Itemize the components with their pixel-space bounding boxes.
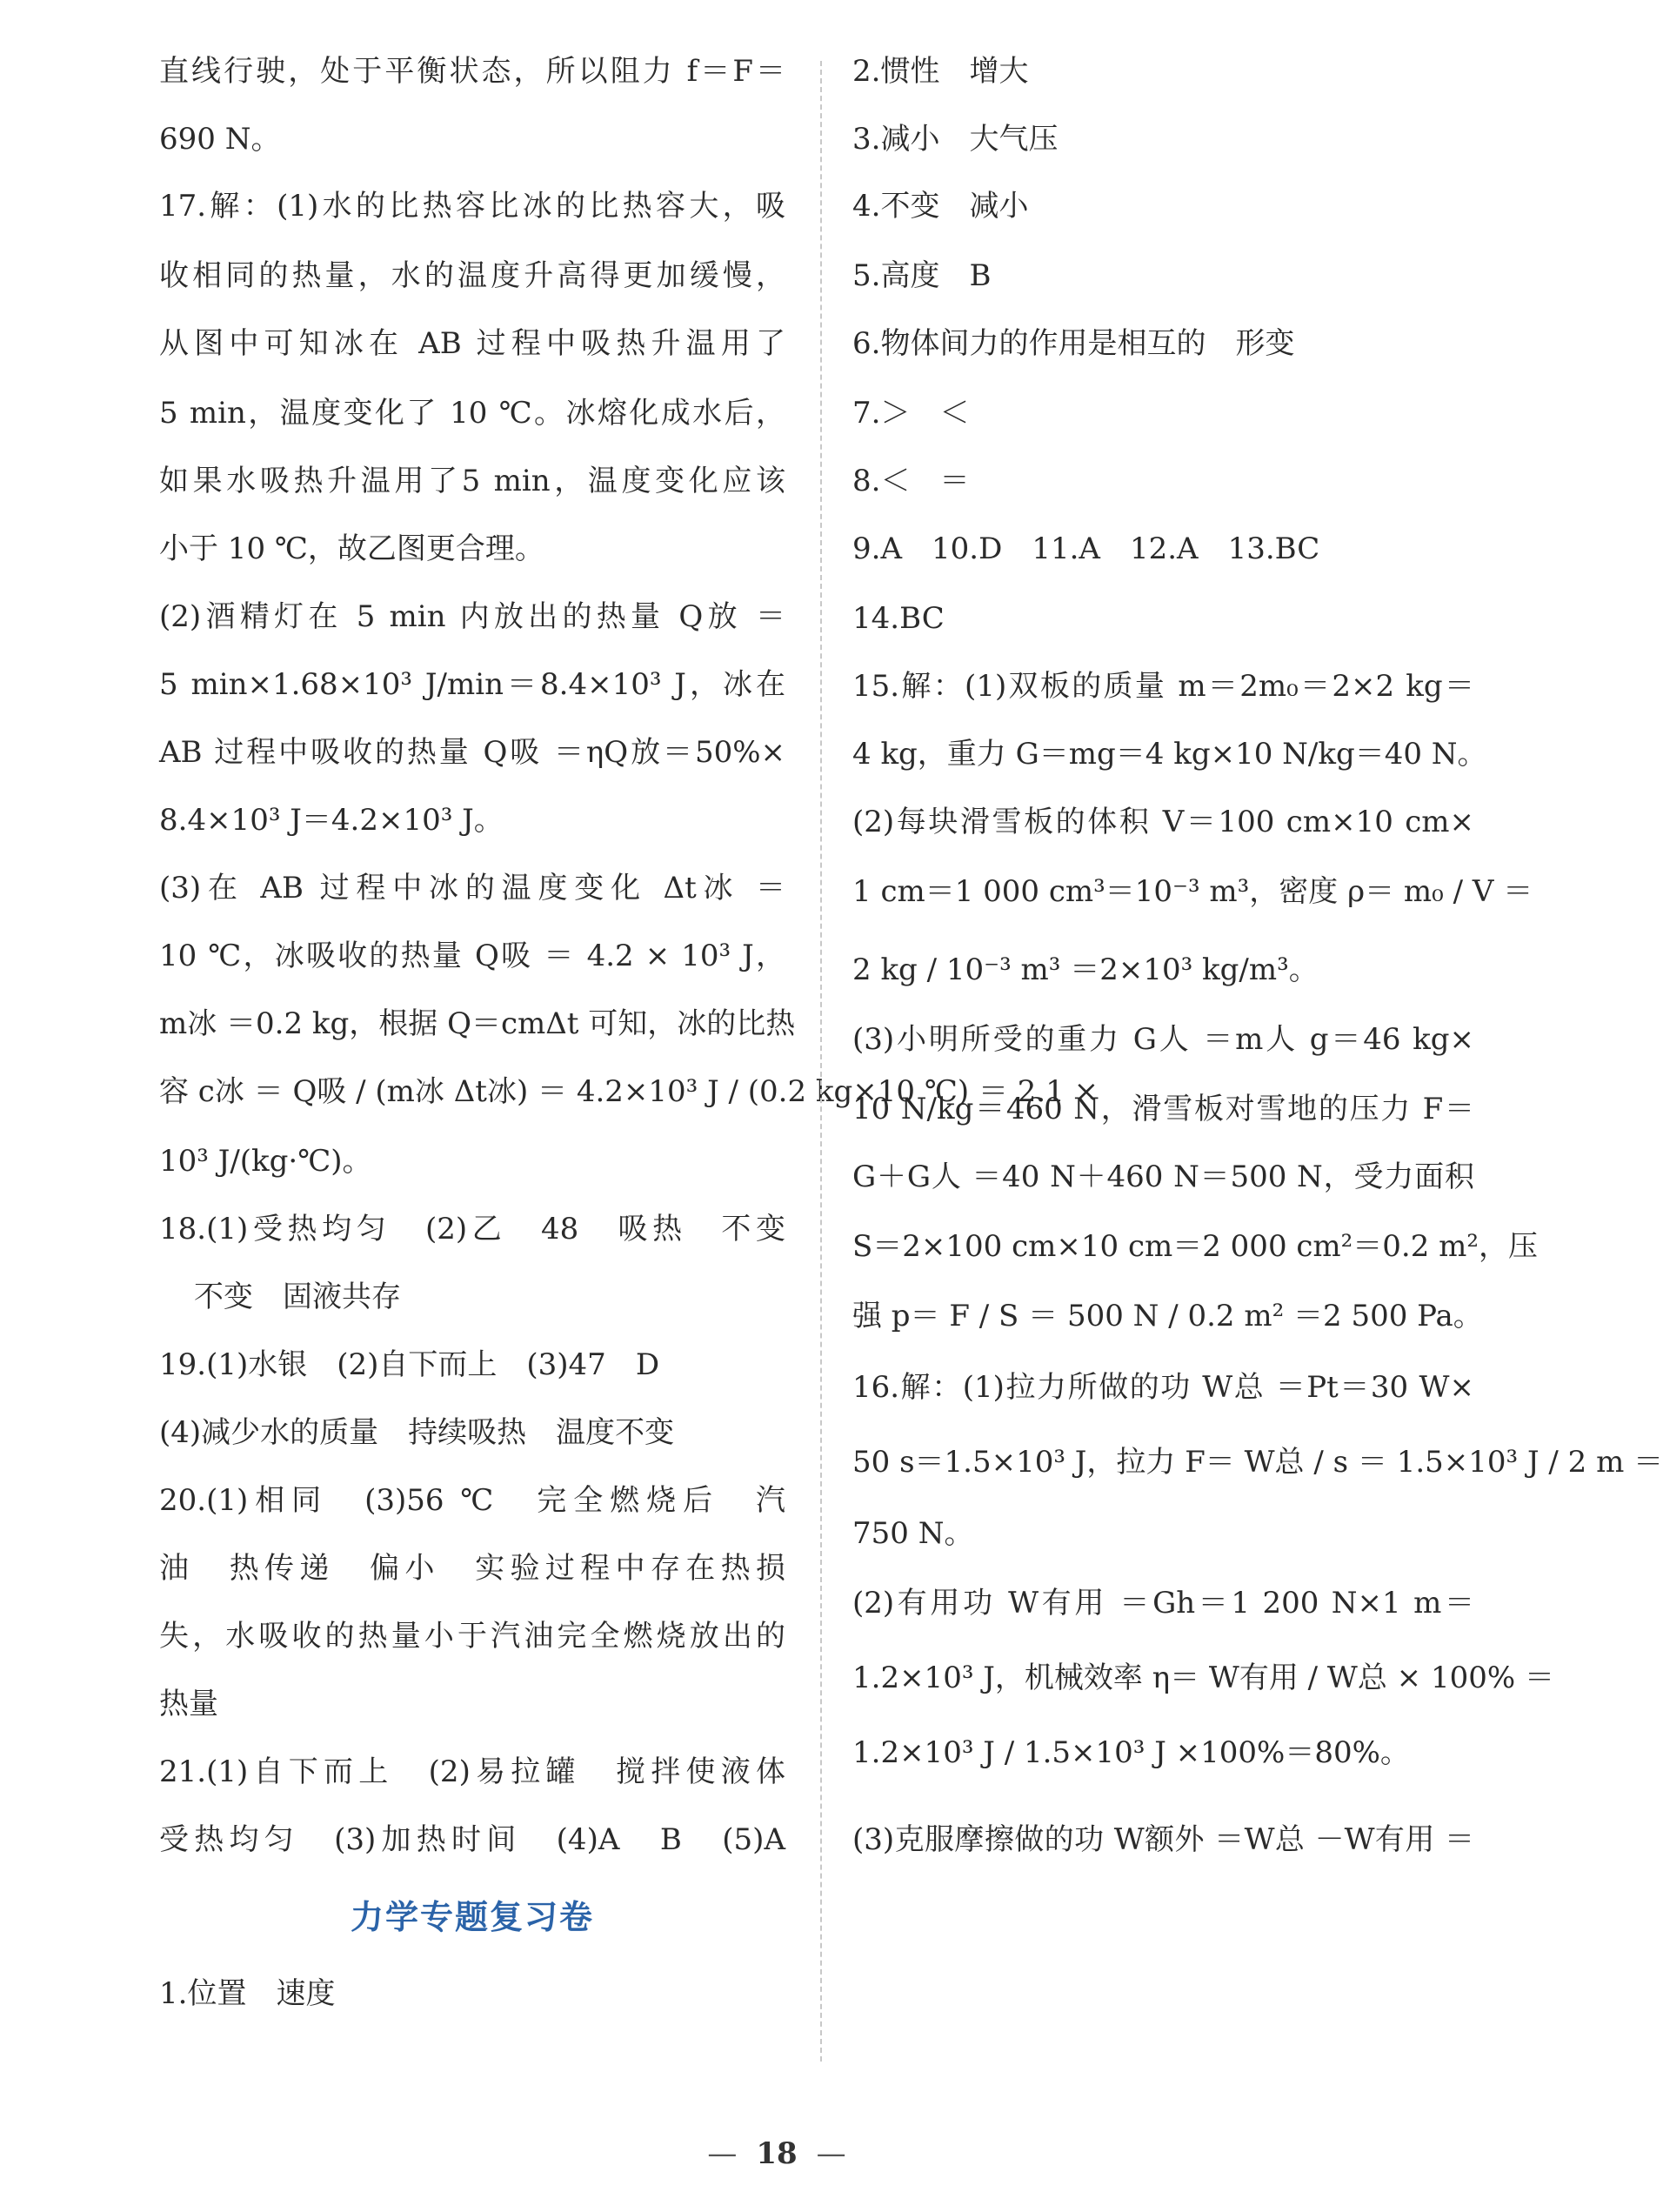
answer-line: 1.2×10³ J / 1.5×10³ J ×100%＝80%。 (852, 1735, 1410, 1770)
answer-line: 8.4×10³ J＝4.2×10³ J。 (159, 803, 504, 838)
answer-line: 19.(1)水银 (2)自下而上 (3)47 D (159, 1347, 660, 1382)
answer-line: 直线行驶，处于平衡状态，所以阻力 f＝F＝ (159, 54, 785, 89)
answer-line: 如果水吸热升温用了5 min，温度变化应该 (159, 464, 785, 498)
answer-line: 热量 (159, 1687, 218, 1721)
answer-line: 50 s＝1.5×10³ J，拉力 F＝ W总 / s ＝ 1.5×10³ J / 2 m ＝ (852, 1445, 1663, 1480)
page-footer: — 18 — (707, 2136, 846, 2171)
answer-line: 6.物体间力的作用是相互的 形变 (852, 326, 1295, 361)
answer-line: 690 N。 (159, 122, 281, 157)
answer-line: AB 过程中吸收的热量 Q吸 ＝ηQ放＝50%× (159, 735, 785, 770)
answer-line: 1.位置 速度 (159, 1976, 336, 2011)
answer-line: 4.不变 减小 (852, 189, 1029, 224)
answer-line: (2)酒精灯在 5 min 内放出的热量 Q放 ＝ (159, 599, 785, 634)
answer-line: 14.BC (852, 601, 945, 636)
answer-line: 15.解：(1)双板的质量 m＝2m₀＝2×2 kg＝ (852, 669, 1474, 704)
answer-line: 18.(1)受热均匀 (2)乙 48 吸热 不变 (159, 1212, 785, 1246)
section-title: 力学专题复习卷 (350, 1898, 594, 1936)
answer-line: 不变 固液共存 (194, 1280, 401, 1314)
answer-line: (4)减少水的质量 持续吸热 温度不变 (159, 1415, 675, 1450)
answer-line: 20.(1)相同 (3)56 ℃ 完全燃烧后 汽 (159, 1483, 785, 1518)
answer-line: 21.(1)自下而上 (2)易拉罐 搅拌使液体 (159, 1754, 785, 1789)
answer-line: 失，水吸收的热量小于汽油完全燃烧放出的 (159, 1619, 785, 1654)
answer-line: 5.高度 B (852, 258, 992, 293)
answer-line: (3)小明所受的重力 G人 ＝m人 g＝46 kg× (852, 1022, 1474, 1057)
answer-line: 16.解：(1)拉力所做的功 W总 ＝Pt＝30 W× (852, 1370, 1474, 1405)
answer-line: 5 min，温度变化了 10 ℃。冰熔化成水后， (159, 396, 785, 431)
answer-line: 750 N。 (852, 1516, 974, 1551)
answer-line: (3)在 AB 过程中冰的温度变化 Δt冰 ＝ (159, 871, 785, 906)
answer-line: 收相同的热量，水的温度升高得更加缓慢， (159, 258, 785, 293)
answer-line: G＋G人 ＝40 N＋460 N＝500 N，受力面积 (852, 1159, 1474, 1194)
answer-line: 容 c冰 ＝ Q吸 / (m冰 Δt冰) ＝ 4.2×10³ J / (0.2 kg×10 ℃) ＝ 2.1 × (159, 1074, 1099, 1109)
answer-line: 2 kg / 10⁻³ m³ ＝2×10³ kg/m³。 (852, 952, 1319, 987)
answer-line: 17.解：(1)水的比热容比冰的比热容大，吸 (159, 189, 785, 224)
answer-line: (2)每块滑雪板的体积 V＝100 cm×10 cm× (852, 805, 1474, 839)
answer-line: 从图中可知冰在 AB 过程中吸热升温用了 (159, 326, 785, 361)
answer-line: 1 cm＝1 000 cm³＝10⁻³ m³，密度 ρ＝ m₀ / V ＝ (852, 874, 1533, 909)
answer-line: 油 热传递 偏小 实验过程中存在热损 (159, 1551, 785, 1586)
column-divider (820, 61, 822, 2062)
answer-line: 2.惯性 增大 (852, 54, 1029, 89)
page-number: 18 (756, 2136, 798, 2171)
answer-line: 1.2×10³ J，机械效率 η＝ W有用 / W总 × 100% ＝ (852, 1661, 1554, 1695)
answer-line: m冰 ＝0.2 kg，根据 Q＝cmΔt 可知，冰的比热 (159, 1006, 796, 1041)
answer-line: 9.A 10.D 11.A 12.A 13.BC (852, 531, 1320, 566)
answer-line: 10 N/kg＝460 N，滑雪板对雪地的压力 F＝ (852, 1092, 1474, 1126)
answer-line: 受热均匀 (3)加热时间 (4)A B (5)A (159, 1822, 785, 1857)
answer-line: 4 kg，重力 G＝mg＝4 kg×10 N/kg＝40 N。 (852, 737, 1487, 772)
answer-line: 强 p＝ F / S ＝ 500 N / 0.2 m² ＝2 500 Pa。 (852, 1299, 1483, 1333)
answer-line: 10³ J/(kg·℃)。 (159, 1144, 372, 1179)
answer-line: 3.减小 大气压 (852, 122, 1059, 157)
answer-line: 5 min×1.68×10³ J/min＝8.4×10³ J，冰在 (159, 667, 785, 702)
answer-line: 10 ℃，冰吸收的热量 Q吸 ＝ 4.2 × 10³ J， (159, 939, 785, 973)
answer-line: 7.＞ ＜ (852, 396, 970, 431)
answer-line: (3)克服摩擦做的功 W额外 ＝W总 －W有用 ＝ (852, 1822, 1474, 1857)
answer-line: (2)有用功 W有用 ＝Gh＝1 200 N×1 m＝ (852, 1586, 1474, 1621)
answer-line: 小于 10 ℃，故乙图更合理。 (159, 531, 544, 566)
answer-line: 8.＜ ＝ (852, 464, 970, 498)
answer-line: S＝2×100 cm×10 cm＝2 000 cm²＝0.2 m²，压 (852, 1229, 1539, 1264)
